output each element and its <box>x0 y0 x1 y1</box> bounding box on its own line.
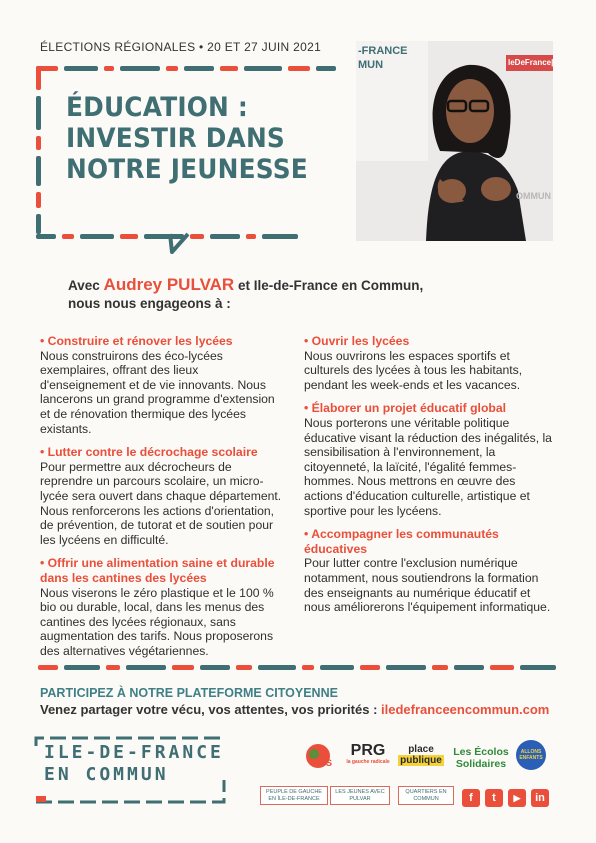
commitment-heading: • Élaborer un projet éducatif global <box>304 401 506 416</box>
commitment-heading: • Offrir une alimentation saine et durable dans les cantines des lycées <box>40 556 275 585</box>
title-line-2: INVESTIR DANS <box>66 123 286 154</box>
ecolos-line-2: Solidaires <box>455 758 507 770</box>
commitment-text: Pour lutter contre l'exclusion numérique notamment, nous soutiendrons la formation des enseignants au numérique éducatif et nous améliorerons l'équipement informatique. <box>304 556 551 615</box>
photo-banner-text-1: -FRANCE <box>358 45 408 57</box>
logo-line-1: ILE-DE-FRANCE <box>44 742 224 763</box>
place-publique-line-2: publique <box>398 755 444 766</box>
commitment-text: Nous construirons des éco-lycées exemplaires, offrant des lieux d'enseignement et de vie innovants. Nous lancerons un grand programme d'extension et de rénovation thermique des lycées existants. <box>40 348 275 436</box>
website-link[interactable]: iledefranceencommun.com <box>381 702 550 717</box>
title-frame-left <box>36 66 41 236</box>
commitment-text: Nous ouvrirons les espaces sportifs et culturels des lycées à tous les habitants, pendant les week-ends et les vacances. <box>304 348 523 392</box>
commitment-heading: • Ouvrir les lycées <box>304 334 410 348</box>
commitment-item <box>40 334 286 436</box>
title-frame-top <box>36 66 356 71</box>
commitment-item <box>40 556 286 658</box>
badge-quartiers-en-commun: QUARTIERS EN COMMUN <box>398 786 454 805</box>
title-line-3: NOTRE JEUNESSE <box>66 154 308 185</box>
ecolos-line-1: Les Écolos <box>453 746 509 758</box>
candidate-photo <box>356 41 553 241</box>
commitment-item <box>40 445 286 547</box>
prg-logo-subtitle: la gauche radicale <box>346 759 390 765</box>
ecolos-solidaires-logo <box>450 746 512 770</box>
facebook-icon[interactable]: f <box>462 789 480 807</box>
prg-logo <box>344 742 392 765</box>
election-dates: ÉLECTIONS RÉGIONALES • 20 ET 27 JUIN 2021 <box>40 40 322 54</box>
badge-peuple-de-gauche: PEUPLE DE GAUCHE EN ÎLE-DE-FRANCE <box>260 786 328 805</box>
left-column <box>40 334 286 667</box>
title-frame-bottom <box>36 234 356 239</box>
speech-bubble-tail <box>168 230 190 256</box>
intro-prefix: Avec <box>68 278 100 293</box>
logo-line-2: EN COMMUN <box>44 764 169 785</box>
place-publique-logo <box>398 744 444 766</box>
twitter-icon[interactable]: t <box>485 789 503 807</box>
commitment-item <box>304 527 554 615</box>
intro-suffix: et Ile-de-France en Commun, <box>237 278 424 293</box>
commitment-text: Nous viserons le zéro plastique et le 100 % bio ou durable, local, dans les menus des cantines des lycées régionaux, sans augmentation des tarifs. Nous proposerons des alternatives végétariennes. <box>40 585 274 658</box>
ile-de-france-en-commun-logo <box>44 742 224 786</box>
platform-heading: PARTICIPEZ À NOTRE PLATEFORME CITOYENNE <box>40 686 338 700</box>
photo-banner-text-2: MUN <box>358 59 384 71</box>
commitment-heading: • Construire et rénover les lycées <box>40 334 233 348</box>
commitment-heading: • Lutter contre le décrochage scolaire <box>40 445 258 460</box>
photo-banner-text-3: leDeFrance| <box>508 58 553 67</box>
place-publique-line-1: place <box>408 744 434 755</box>
photo-banner-text-4: OMMUN <box>516 191 551 201</box>
intro-line-2: nous nous engageons à : <box>68 296 231 311</box>
section-divider <box>38 665 558 670</box>
share-text: Venez partager votre vécu, vos attentes, vos priorités : <box>40 702 378 717</box>
commitment-text: Nous porterons une véritable politique éducative visant la réduction des inégalités, la sensibilisation à l'environnement, la citoyenneté, la laïcité, l'égalité femmes-hommes. Nous mettrons en œuvre des actions d'éducation culturelle, artistique et sportive pour les lycéens. <box>304 415 552 518</box>
prg-logo-text: PRG <box>350 742 386 759</box>
intro-text <box>68 276 423 313</box>
page-title <box>66 92 308 185</box>
candidate-name: Audrey PULVAR <box>103 275 235 294</box>
title-line-1: ÉDUCATION : <box>66 92 248 123</box>
commitment-heading: • Accompagner les communautés éducatives <box>304 527 499 556</box>
commitment-item <box>304 334 554 392</box>
allons-enfants-logo: ALLONS ENFANTS <box>516 740 546 770</box>
commitment-item <box>304 401 554 518</box>
ps-logo-text: PS <box>320 758 333 768</box>
commitment-text: Pour permettre aux décrocheurs de reprendre un parcours scolaire, un micro-lycée sera ouvert dans chaque département. Nous renforcerons les actions d'orientation, de prévention, de tutorat et de soutien pour les lycéens en difficulté. <box>40 459 282 547</box>
badge-jeunes-avec-pulvar: LES JEUNES AVEC PULVAR <box>330 786 390 805</box>
right-column <box>304 334 554 624</box>
share-line <box>40 702 549 717</box>
linkedin-icon[interactable]: in <box>531 789 549 807</box>
ps-logo <box>302 742 338 776</box>
youtube-icon[interactable]: ▶ <box>508 789 526 807</box>
